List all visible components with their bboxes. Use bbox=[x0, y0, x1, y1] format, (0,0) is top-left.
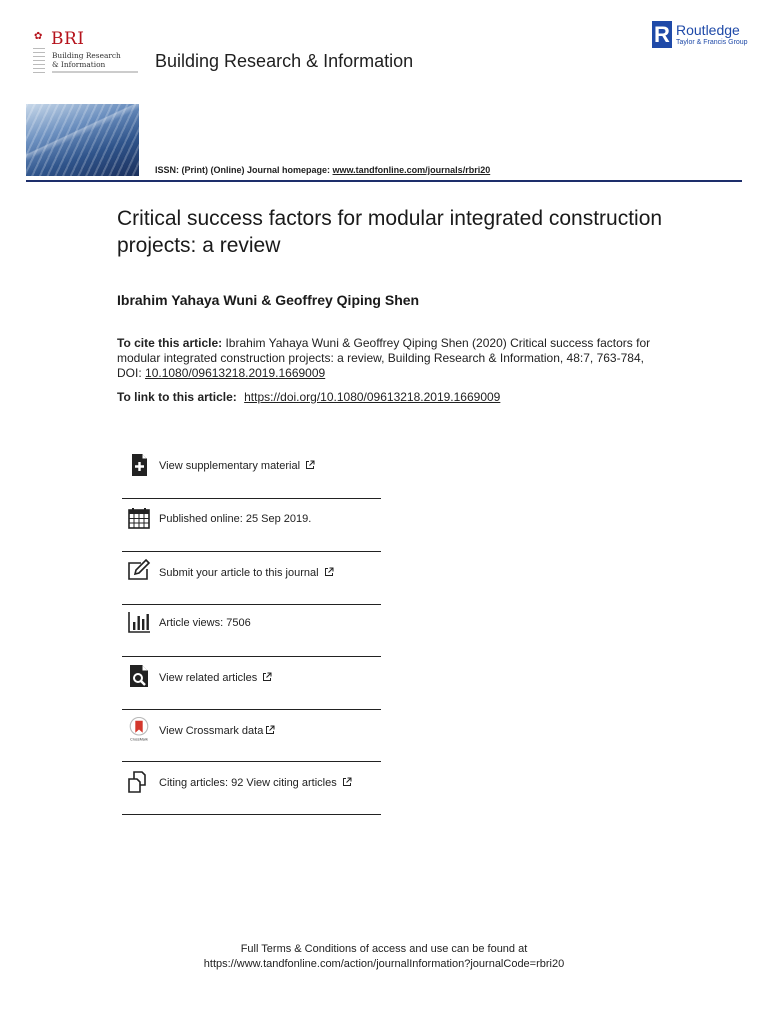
article-authors: Ibrahim Yahaya Wuni & Geoffrey Qiping Shen bbox=[117, 292, 420, 308]
row-label: View related articles bbox=[159, 672, 258, 684]
journal-title: Building Research & Information bbox=[155, 51, 414, 71]
external-link-icon bbox=[324, 567, 334, 577]
external-link-icon bbox=[305, 460, 315, 470]
row-label: Article views: 7506 bbox=[159, 617, 251, 629]
logo-divider bbox=[52, 71, 138, 73]
issn-prefix: ISSN: (Print) (Online) Journal homepage: bbox=[155, 165, 333, 175]
row-label: View supplementary material bbox=[159, 460, 301, 472]
divider bbox=[122, 551, 381, 552]
row-citing[interactable] bbox=[122, 766, 381, 806]
bar-chart-icon bbox=[127, 610, 151, 634]
crossmark-icon bbox=[127, 717, 151, 741]
divider bbox=[122, 656, 381, 657]
publisher-name: Routledge bbox=[676, 22, 740, 38]
publisher-sub: Taylor & Francis Group bbox=[676, 39, 748, 46]
row-related[interactable] bbox=[122, 661, 381, 701]
search-doc-icon bbox=[127, 664, 151, 688]
decorative-lines bbox=[33, 48, 45, 74]
bri-logo-sub1: Building Research bbox=[52, 51, 121, 60]
footer-line1: Full Terms & Conditions of access and use can be found at bbox=[240, 943, 528, 955]
row-label: Published online: 25 Sep 2019. bbox=[159, 513, 312, 525]
cite-label: To cite this article: bbox=[117, 336, 223, 350]
row-label: Submit your article to this journal bbox=[159, 567, 319, 579]
journal-cover bbox=[26, 28, 139, 176]
footer bbox=[0, 942, 768, 972]
cover-photo bbox=[26, 104, 139, 176]
header-rule bbox=[26, 180, 742, 182]
cite-text: Ibrahim Yahaya Wuni & Geoffrey Qiping Shen (2020) Critical success factors for modular integrated construction projects: a review, Building Research & Information, 48:7, 763-784, DOI: bbox=[117, 336, 651, 380]
row-supplementary[interactable] bbox=[122, 449, 381, 489]
link-label: To link to this article: bbox=[117, 390, 241, 404]
row-published bbox=[122, 502, 381, 542]
row-views bbox=[122, 606, 381, 646]
routledge-logo bbox=[652, 21, 752, 51]
file-plus-icon bbox=[127, 453, 151, 477]
bri-logo-text: BRI bbox=[51, 29, 85, 49]
bri-logo-sub2: & Information bbox=[52, 60, 106, 69]
divider bbox=[122, 761, 381, 762]
citation bbox=[117, 336, 657, 381]
divider bbox=[122, 498, 381, 499]
doi-link[interactable]: 10.1080/09613218.2019.1669009 bbox=[145, 366, 326, 380]
article-doi-url[interactable]: https://doi.org/10.1080/09613218.2019.1669009 bbox=[244, 390, 501, 404]
external-link-icon bbox=[262, 672, 272, 682]
row-submit[interactable] bbox=[122, 556, 381, 596]
divider bbox=[122, 604, 381, 605]
external-link-icon bbox=[342, 777, 352, 787]
article-link-line bbox=[117, 390, 500, 404]
issn-line bbox=[155, 165, 490, 175]
edit-icon bbox=[127, 558, 151, 582]
routledge-r-icon: R bbox=[652, 21, 672, 48]
row-label: View Crossmark data bbox=[159, 725, 264, 737]
bri-logo bbox=[32, 30, 140, 76]
article-title: Critical success factors for modular integrated construction projects: a review bbox=[117, 207, 663, 257]
divider bbox=[122, 814, 381, 815]
citing-icon bbox=[127, 770, 151, 794]
journal-homepage-link[interactable]: www.tandfonline.com/journals/rbri20 bbox=[332, 165, 491, 175]
row-label: Citing articles: 92 View citing articles bbox=[159, 777, 337, 789]
external-link-icon bbox=[265, 725, 275, 735]
divider bbox=[122, 709, 381, 710]
flower-icon: ✿ bbox=[34, 31, 43, 42]
calendar-icon bbox=[127, 506, 151, 530]
crossmark-caption: CrossMark bbox=[130, 737, 148, 741]
footer-terms-link[interactable]: https://www.tandfonline.com/action/journalInformation?journalCode=rbri20 bbox=[203, 958, 565, 970]
row-crossmark[interactable] bbox=[122, 714, 381, 754]
